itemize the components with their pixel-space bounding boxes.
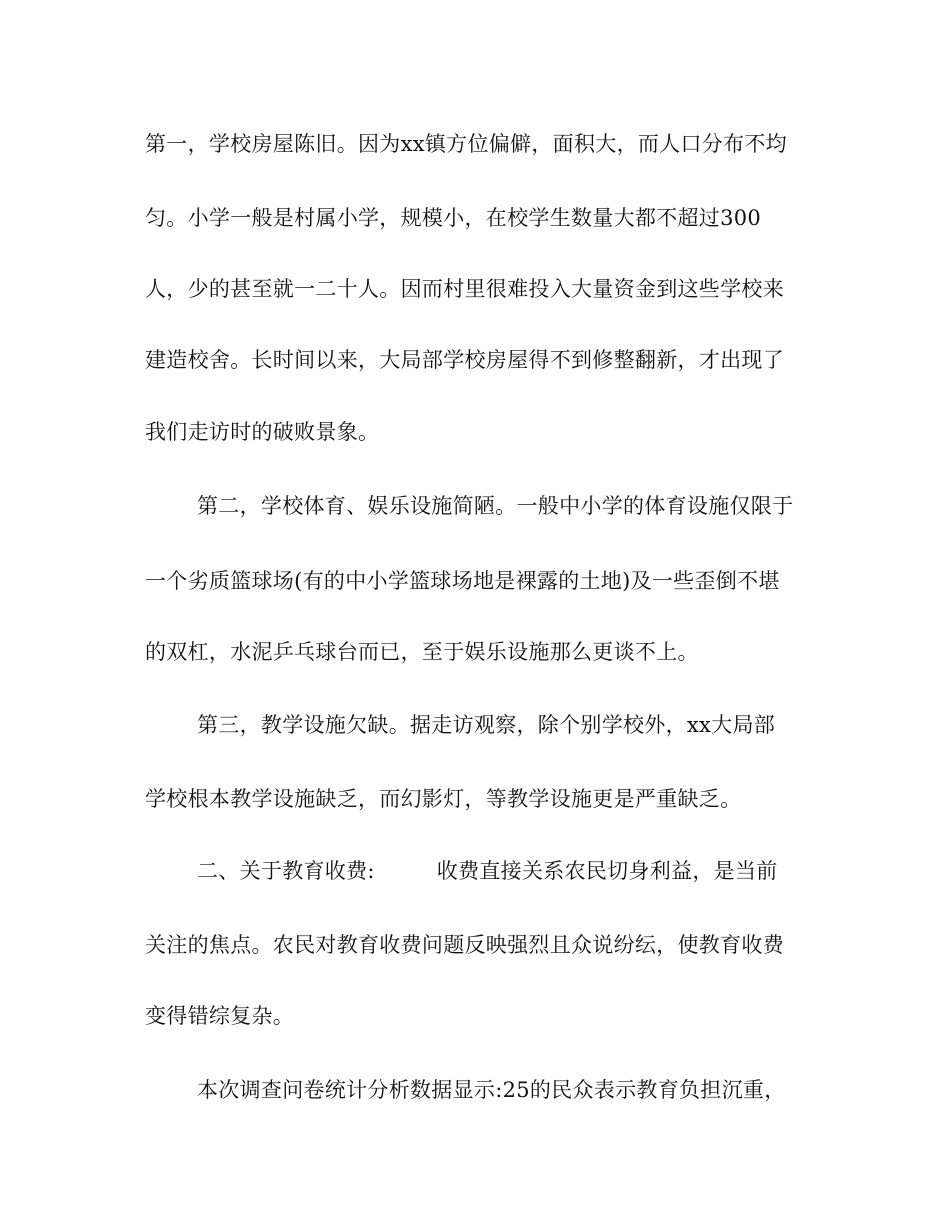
- paragraph-line: 一个劣质篮球场(有的中小学篮球场地是裸露的土地)及一些歪倒不堪: [145, 569, 780, 593]
- paragraph-line: 变得错综复杂。: [145, 1004, 295, 1028]
- paragraph-line: 匀。小学一般是村属小学，规模小，在校学生数量大都不超过300: [145, 206, 762, 230]
- paragraph-line: 学校根本教学设施缺乏，而幻影灯，等教学设施更是严重缺乏。: [145, 787, 742, 811]
- paragraph-line: 本次调查问卷统计分析数据显示:25的民众表示教育负担沉重，: [197, 1078, 786, 1102]
- paragraph-line: 第三，教学设施欠缺。据走访观察，除个别学校外，xx大局部: [197, 713, 776, 737]
- paragraph-line: 第二，学校体育、娱乐设施简陋。一般中小学的体育设施仅限于: [197, 494, 794, 518]
- paragraph-line: 的双杠，水泥乒乓球台而已，至于娱乐设施那么更谈不上。: [145, 640, 699, 664]
- paragraph-line: 建造校舍。长时间以来，大局部学校房屋得不到修整翻新，才出现了: [145, 348, 784, 372]
- paragraph-line: 第一，学校房屋陈旧。因为xx镇方位偏僻，面积大，而人口分布不均: [145, 132, 787, 156]
- paragraph-text: 收费直接关系农民切身利益，是当前: [436, 859, 778, 883]
- section-heading-line: [197, 857, 877, 885]
- section-heading: 二、关于教育收费:: [197, 859, 375, 883]
- paragraph-line: 人，少的甚至就一二十人。因而村里很难投入大量资金到这些学校来: [145, 277, 784, 301]
- paragraph-line: 关注的焦点。农民对教育收费问题反映强烈且众说纷纭，使教育收费: [145, 933, 784, 957]
- paragraph-line: 我们走访时的破败景象。: [145, 420, 380, 444]
